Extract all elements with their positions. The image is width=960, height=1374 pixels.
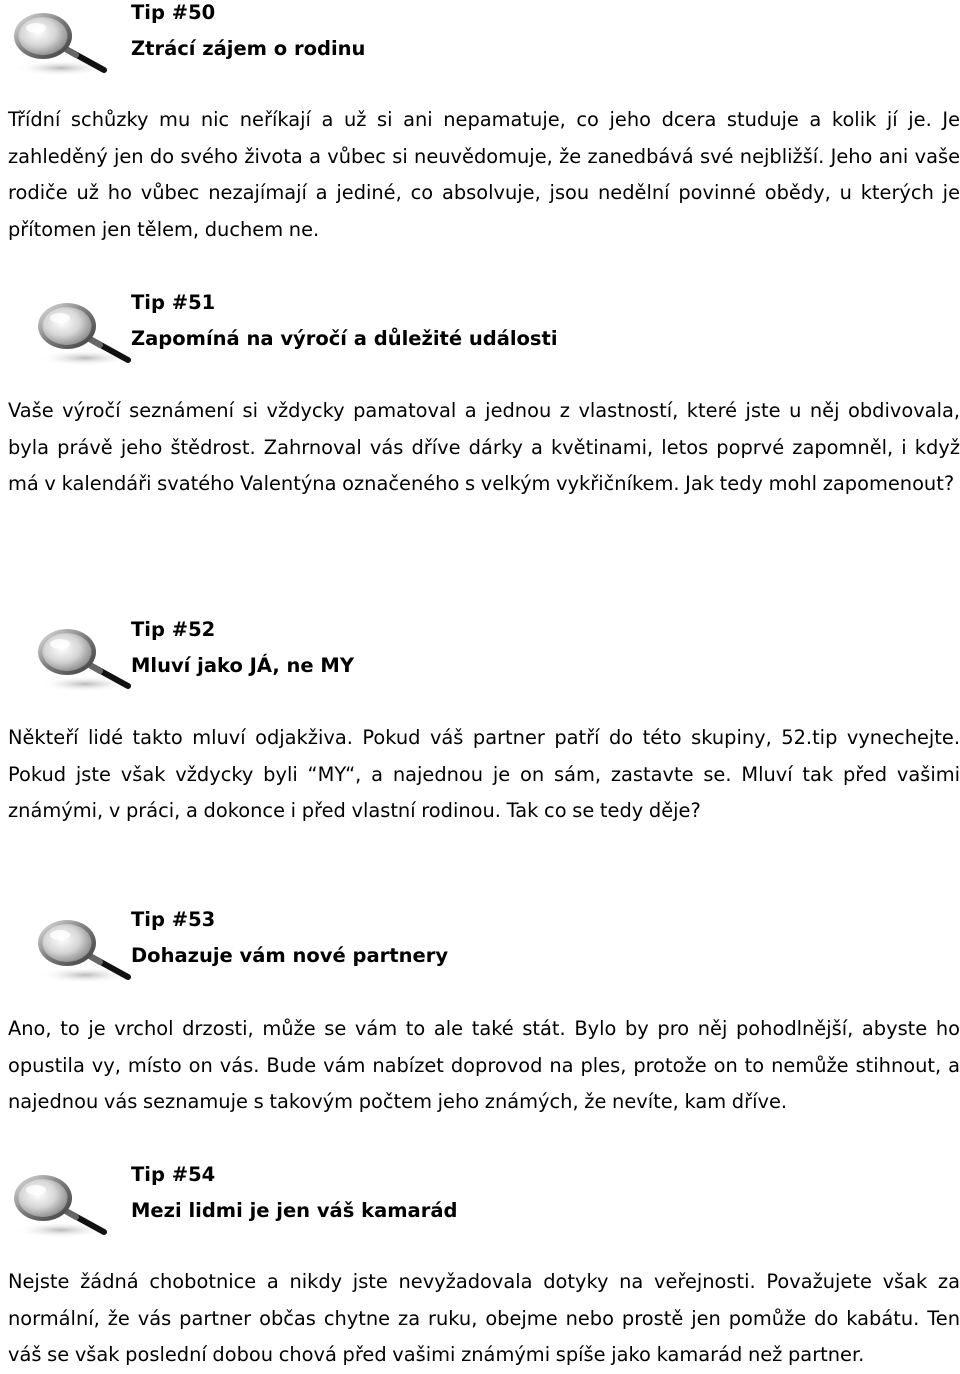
tip-number: Tip #50	[131, 1, 216, 24]
tip-text: Třídní schůzky mu nic neříkají a už si ani nepamatuje, co jeho dcera studuje a kolik jí je. Je zahleděný jen do svého života a vůbec si neuvědomuje, že zanedbává své nejbližší. Jeho ani vaše rodiče už ho vůbec nezajímají a jediné, co absolvuje, jsou nedělní povinné obědy, u kterých je přítomen jen tělem, duchem ne.	[8, 108, 960, 241]
tip-text: Ano, to je vrchol drzosti, může se vám to ale také stát. Bylo by pro něj pohodlnější, abyste ho opustila vy, místo on vás. Bude vám nabízet doprovod na ples, protože on to nemůže stihnout, a najednou vás seznamuje s takovým počtem jeho známých, že nevíte, kam dříve.	[8, 1017, 960, 1114]
magnifying-glass-icon	[30, 622, 134, 694]
magnifying-glass-icon	[6, 6, 110, 78]
tip-text: Nejste žádná chobotnice a nikdy jste nevyžadovala dotyky na veřejnosti. Považujete však za normální, že vás partner občas chytne za ruku, obejme nebo prostě jen pomůže do kabátu. Ten váš se však poslední dobou chová před vašimi známými spíše jako kamarád než partner.	[8, 1270, 960, 1367]
tip-number: Tip #52	[131, 618, 216, 641]
magnifying-glass-icon	[30, 913, 134, 985]
tip-number: Tip #53	[131, 908, 216, 931]
tip-number: Tip #51	[131, 291, 216, 314]
tip-text: Někteří lidé takto mluví odjakživa. Pokud váš partner patří do této skupiny, 52.tip vynechejte. Pokud jste však vždycky byli “MY“, a najednou je on sám, zastavte se. Mluví tak před vašimi známými, v práci, a dokonce i před vlastní rodinou. Tak co se tedy děje?	[8, 726, 960, 823]
tip-text: Vaše výročí seznámení si vždycky pamatoval a jednou z vlastností, které jste u něj obdivovala, byla právě jeho štědrost. Zahrnoval vás dříve dárky a květinami, letos poprvé zapomněl, i když má v kalendáři svatého Valentýna označeného s velkým vykřičníkem. Jak tedy mohl zapomenout?	[8, 399, 960, 496]
magnifying-glass-icon	[30, 296, 134, 368]
tip-number: Tip #54	[131, 1163, 216, 1186]
tip-title: Dohazuje vám nové partnery	[131, 944, 449, 967]
magnifying-glass-icon	[6, 1168, 110, 1240]
tip-title: Zapomíná na výročí a důležité události	[131, 327, 558, 350]
tip-title: Ztrácí zájem o rodinu	[131, 37, 366, 60]
tip-title: Mezi lidmi je jen váš kamarád	[131, 1199, 458, 1222]
tip-title: Mluví jako JÁ, ne MY	[131, 654, 354, 677]
